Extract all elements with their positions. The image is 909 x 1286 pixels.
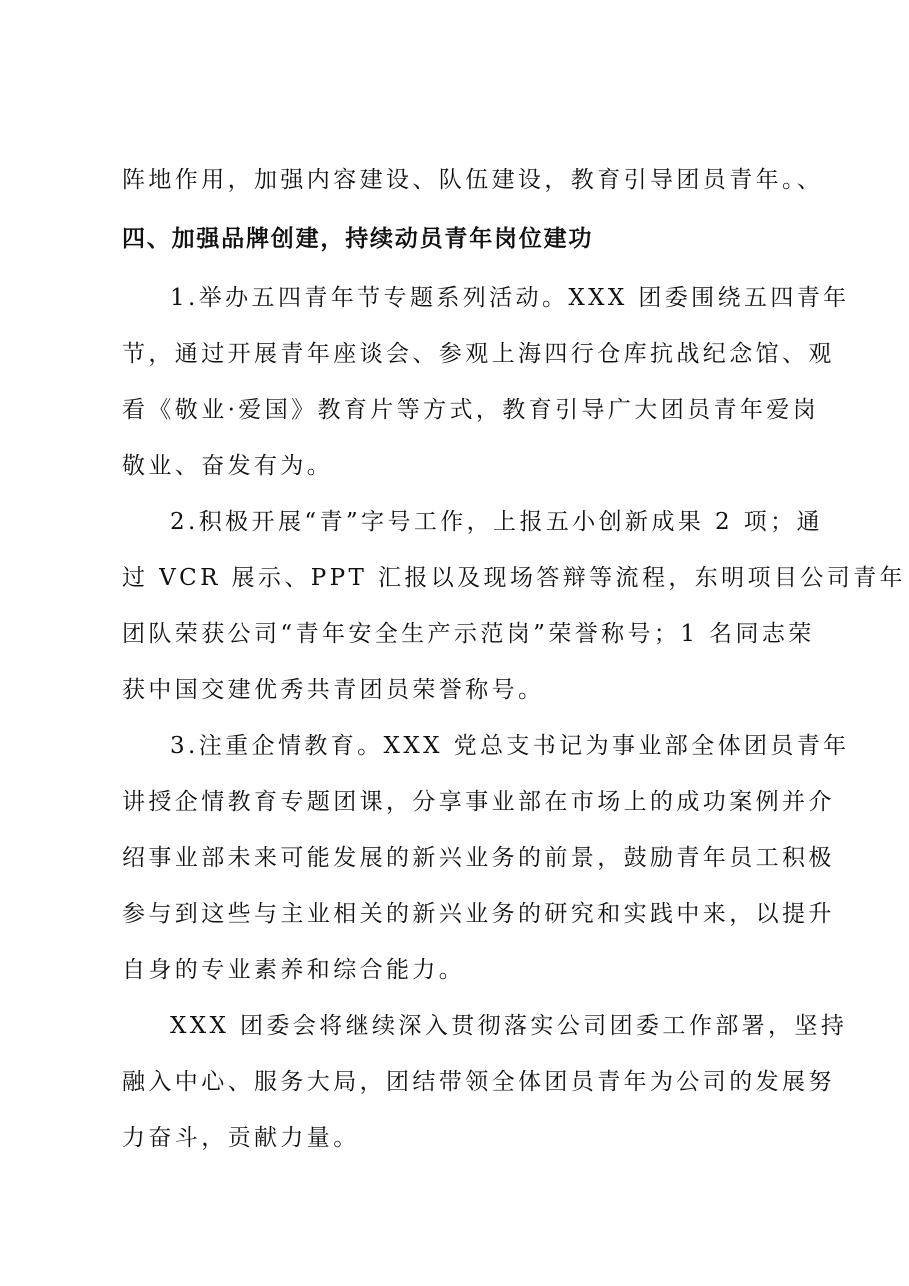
paragraph-line: XXX 团委会将继续深入贯彻落实公司团委工作部署，坚持 xyxy=(170,1013,848,1039)
paragraph-line: 3.注重企情教育。XXX 党总支书记为事业部全体团员青年 xyxy=(170,733,850,759)
paragraph-line: 过 VCR 展示、PPT 汇报以及现场答辩等流程，东明项目公司青年 xyxy=(122,565,906,591)
paragraph-line: 讲授企情教育专题团课，分享事业部在市场上的成功案例并介 xyxy=(122,789,835,815)
paragraph-line: 获中国交建优秀共青团员荣誉称号。 xyxy=(122,677,545,703)
paragraph-line: 节，通过开展青年座谈会、参观上海四行仓库抗战纪念馆、观 xyxy=(122,341,835,367)
paragraph-line: 参与到这些与主业相关的新兴业务的研究和实践中来，以提升 xyxy=(122,901,835,927)
paragraph-line: 自身的专业素养和综合能力。 xyxy=(122,957,466,983)
paragraph-line: 绍事业部未来可能发展的新兴业务的前景，鼓励青年员工积极 xyxy=(122,845,835,871)
section-heading: 四、加强品牌创建，持续动员青年岗位建功 xyxy=(122,226,594,252)
paragraph-line: 力奋斗，贡献力量。 xyxy=(122,1125,360,1151)
paragraph-line: 阵地作用，加强内容建设、队伍建设，教育引导团员青年。、 xyxy=(122,167,824,193)
paragraph-line: 团队荣获公司“青年安全生产示范岗”荣誉称号；1 名同志荣 xyxy=(122,621,815,647)
paragraph-line: 2.积极开展“青”字号工作，上报五小创新成果 2 项；通 xyxy=(170,509,823,535)
paragraph-line: 1.举办五四青年节专题系列活动。XXX 团委围绕五四青年 xyxy=(170,285,850,311)
paragraph-line: 敬业、奋发有为。 xyxy=(122,453,334,479)
paragraph-line: 看《敬业·爱国》教育片等方式，教育引导广大团员青年爱岗 xyxy=(122,397,820,423)
paragraph-line: 融入中心、服务大局，团结带领全体团员青年为公司的发展努 xyxy=(122,1069,835,1095)
